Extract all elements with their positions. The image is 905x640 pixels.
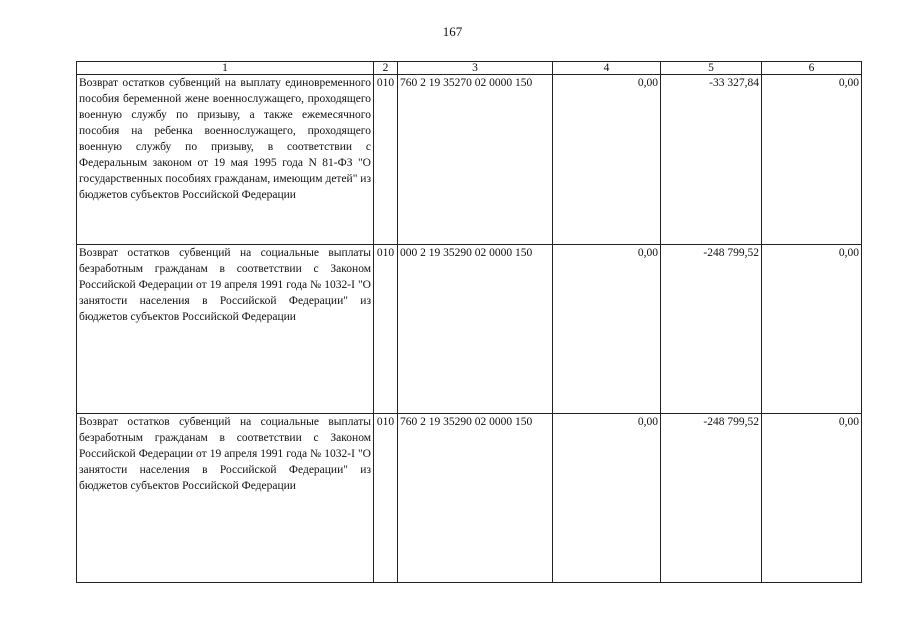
header-col-4: 4 xyxy=(553,62,661,75)
header-row xyxy=(77,62,862,75)
page-number: 167 xyxy=(442,24,463,39)
row-description: Возврат остатков субвенций на социальные выплаты безработным гражданам в соответствии с Законом Российской Федерации от 19 апреля 1991 года № 1032-I "О занятости населения в Российской Федерации" из бюджетов субъектов Российской Федерации xyxy=(77,245,374,414)
row-description: Возврат остатков субвенций на выплату единовременного пособия беременной жене военнослужащего, проходящего военную службу по призыву, а также ежемесячного пособия на ребенка военнослужащего, проходящего военную службу по призыву, в соответствии с Федеральным законом от 19 мая 1995 года N 81-ФЗ "О государственных пособиях гражданам, имеющим детей" из бюджетов субъектов Российской Федерации xyxy=(77,75,374,245)
row-col5-value: -248 799,52 xyxy=(661,414,762,583)
header-col-3: 3 xyxy=(398,62,553,75)
header-col-5: 5 xyxy=(661,62,762,75)
header-col-2: 2 xyxy=(374,62,398,75)
row-col6-value: 0,00 xyxy=(762,414,862,583)
row-kbk: 760 2 19 35270 02 0000 150 xyxy=(398,75,553,245)
row-col5-value: -33 327,84 xyxy=(661,75,762,245)
table-row xyxy=(77,245,862,414)
row-col6-value: 0,00 xyxy=(762,75,862,245)
row-col6-value: 0,00 xyxy=(762,245,862,414)
row-kbk: 760 2 19 35290 02 0000 150 xyxy=(398,414,553,583)
row-kbk: 000 2 19 35290 02 0000 150 xyxy=(398,245,553,414)
row-col5-value: -248 799,52 xyxy=(661,245,762,414)
row-code: 010 xyxy=(374,245,398,414)
table-row xyxy=(77,414,862,583)
row-col4-value: 0,00 xyxy=(553,245,661,414)
row-description: Возврат остатков субвенций на социальные выплаты безработным гражданам в соответствии с Законом Российской Федерации от 19 апреля 1991 года № 1032-I "О занятости населения в Российской Федерации" из бюджетов субъектов Российской Федерации xyxy=(77,414,374,583)
row-code: 010 xyxy=(374,414,398,583)
budget-table xyxy=(76,61,862,583)
row-col4-value: 0,00 xyxy=(553,414,661,583)
row-code: 010 xyxy=(374,75,398,245)
header-col-1: 1 xyxy=(77,62,374,75)
header-col-6: 6 xyxy=(762,62,862,75)
row-col4-value: 0,00 xyxy=(553,75,661,245)
table-row xyxy=(77,75,862,245)
